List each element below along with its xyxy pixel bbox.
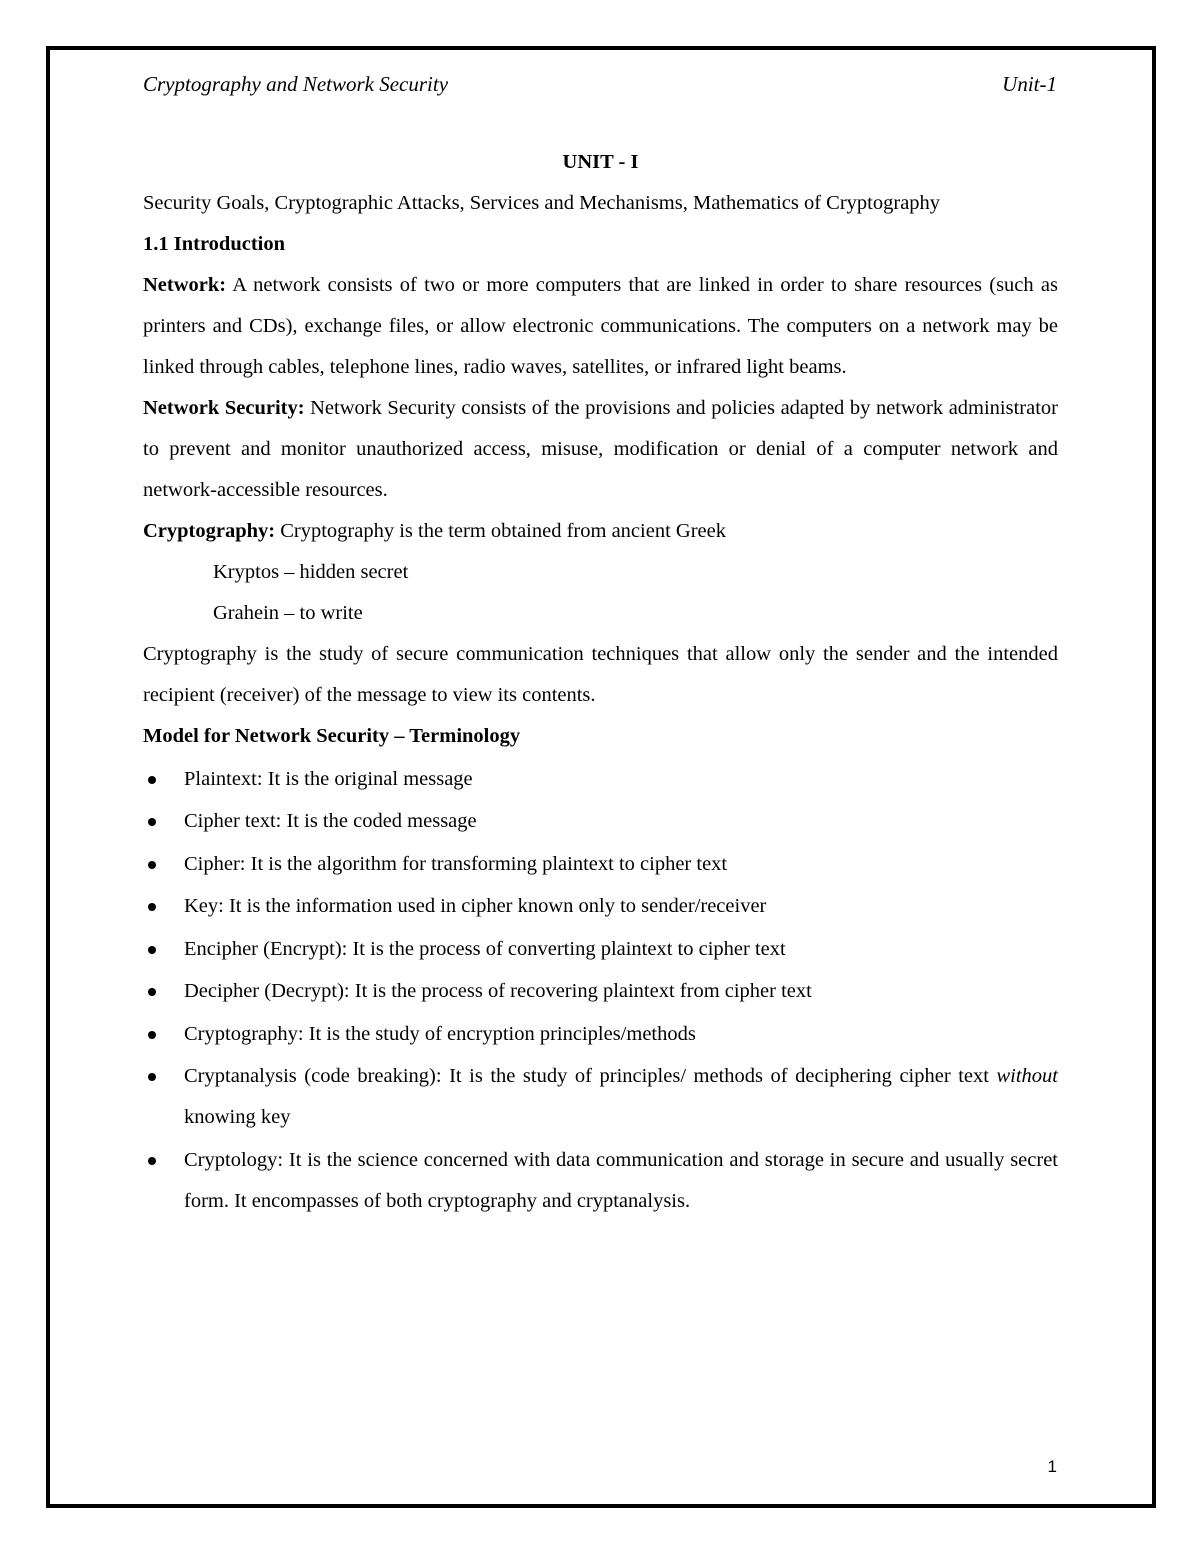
term-cipher: Cipher: It is the algorithm for transforming plaintext to cipher text	[184, 852, 728, 875]
network-definition: A network consists of two or more computers that are linked in order to share resources (such as printers and CDs), exchange files, or allow electronic communications. The computers on a network may be linked through cables, telephone lines, radio waves, satellites, or infrared light beams.	[143, 274, 1058, 378]
cryptography-term: Cryptography:	[143, 520, 276, 542]
header-course-title: Cryptography and Network Security	[143, 72, 449, 96]
cryptography-definition: Cryptography is the study of secure communication techniques that allow only the sender and the intended recipient (receiver) of the message to view its contents.	[143, 643, 1058, 706]
bullet-icon	[148, 776, 156, 784]
origin-kryptos: Kryptos – hidden secret	[213, 561, 409, 583]
network-term: Network:	[143, 274, 227, 296]
terminology-list	[143, 759, 1058, 1222]
bullet-icon	[148, 818, 156, 826]
bullet-icon	[148, 946, 156, 954]
term-cryptology: Cryptology: It is the science concerned with data communication and storage in secure and usually secret form. It encompasses of both cryptography and cryptanalysis.	[184, 1148, 1058, 1212]
document-body	[143, 142, 1058, 1222]
network-paragraph	[143, 265, 1058, 388]
term-key: Key: It is the information used in cipher known only to sender/receiver	[184, 895, 767, 917]
term-plaintext: Plaintext: It is the original message	[184, 767, 473, 790]
term-cryptanalysis-emphasis: without	[996, 1065, 1058, 1087]
network-security-term: Network Security:	[143, 397, 305, 419]
list-item	[143, 759, 1058, 800]
list-item	[143, 929, 1058, 970]
term-encipher: Encipher (Encrypt): It is the process of converting plaintext to cipher text	[184, 937, 786, 960]
cryptography-paragraph	[143, 511, 1058, 552]
term-cryptanalysis-start: Cryptanalysis (code breaking): It is the study of principles/ methods of deciphering cipher text	[184, 1065, 997, 1087]
term-cryptanalysis-end: knowing key	[184, 1106, 291, 1128]
term-cryptography: Cryptography: It is the study of encryption principles/methods	[184, 1022, 696, 1045]
network-security-definition: Network Security consists of the provisions and policies adapted by network administrator to prevent and monitor unauthorized access, misuse, modification or denial of a computer network and network-accessible resources.	[143, 397, 1058, 501]
list-item	[143, 1014, 1058, 1055]
bullet-icon	[148, 861, 156, 869]
term-ciphertext: Cipher text: It is the coded message	[184, 810, 477, 832]
header-unit-label: Unit-1	[1002, 72, 1057, 96]
bullet-icon	[148, 903, 156, 911]
bullet-icon	[148, 1073, 156, 1081]
unit-title: UNIT - I	[562, 151, 639, 173]
list-item	[143, 844, 1058, 885]
network-security-paragraph	[143, 388, 1058, 511]
unit-subtitle: Security Goals, Cryptographic Attacks, Services and Mechanisms, Mathematics of Cryptography	[143, 192, 941, 214]
bullet-icon	[148, 988, 156, 996]
model-heading: Model for Network Security – Terminology	[143, 725, 521, 747]
bullet-icon	[148, 1031, 156, 1039]
cryptography-intro: Cryptography is the term obtained from ancient Greek	[275, 520, 726, 542]
term-decipher: Decipher (Decrypt): It is the process of recovering plaintext from cipher text	[184, 980, 812, 1002]
list-item	[143, 801, 1058, 842]
list-item	[143, 1056, 1058, 1138]
running-header	[143, 72, 1057, 102]
list-item	[143, 1140, 1058, 1222]
origin-grahein: Grahein – to write	[213, 602, 363, 624]
list-item	[143, 886, 1058, 927]
bullet-icon	[148, 1157, 156, 1165]
list-item	[143, 971, 1058, 1012]
section-heading: 1.1 Introduction	[143, 233, 286, 255]
page-number: 1	[1047, 1457, 1057, 1476]
